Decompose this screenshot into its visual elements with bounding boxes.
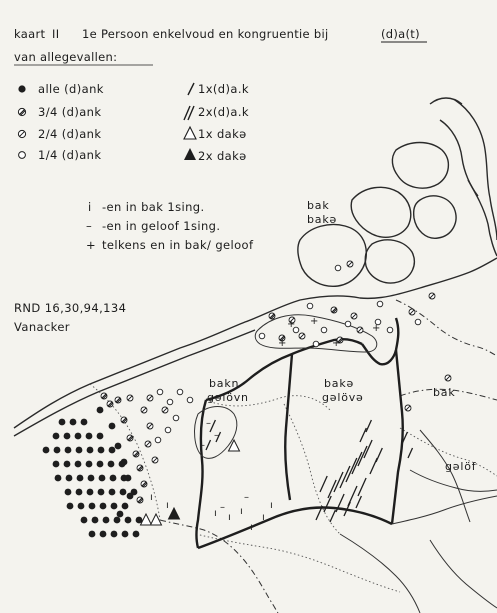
i-marker: ı: [228, 512, 231, 523]
dot-full-marker: [97, 461, 104, 468]
dot-full-marker: [117, 511, 124, 518]
legend-dot-three-quarter-label: 3/4 (d)ank: [38, 105, 102, 119]
i-marker: ı: [214, 508, 217, 519]
title-line2: van allegevallen:: [14, 50, 118, 64]
legend-double-slash-icon: [184, 106, 194, 120]
dot-full-marker: [59, 419, 66, 426]
dash-marker: –: [214, 430, 219, 441]
place-bakn-2: gəlövn: [207, 391, 249, 404]
state-border-east: [396, 300, 497, 356]
dot-full-marker: [121, 459, 128, 466]
dot-full-marker: [75, 461, 82, 468]
dot-full-marker: [64, 433, 71, 440]
dot-full-marker: [103, 517, 110, 524]
line-south-2: [430, 540, 497, 608]
slash-marker: [358, 446, 367, 466]
dot-full-marker: [122, 503, 129, 510]
estuary-lower: [468, 180, 497, 256]
island-east: [414, 196, 456, 238]
dot-full-marker: [53, 433, 60, 440]
legend-mark-dash-symbol: –: [86, 219, 93, 233]
slash-marker: [376, 448, 382, 462]
dot-full-marker: [127, 493, 134, 500]
plus-marker: +: [287, 319, 296, 330]
dot-full-marker: [97, 407, 104, 414]
legend-dot-half-label: 2/4 (d)ank: [38, 127, 102, 141]
estuary-channel: [440, 120, 478, 196]
legend-triangle-empty-label: 1x dakə: [198, 127, 247, 141]
line-east-3: [420, 430, 470, 522]
dot-empty-marker: [307, 303, 313, 309]
dot-full-marker: [120, 489, 127, 496]
title-prefix: kaart: [14, 27, 46, 41]
slash-marker: [330, 510, 335, 522]
dot-full-marker: [109, 489, 116, 496]
region-border-inner: [285, 354, 292, 500]
legend-marks: [86, 200, 254, 252]
dot-full-marker: [108, 461, 115, 468]
slash-marker: [408, 448, 413, 458]
dot-full-marker: [81, 419, 88, 426]
dot-full-marker: [77, 475, 84, 482]
island-mid: [351, 187, 411, 237]
dot-full-marker: [125, 475, 132, 482]
legend-dot-full-icon: [18, 85, 25, 92]
legend-forms: [184, 82, 249, 163]
dot-full-marker: [86, 433, 93, 440]
legend-double-slash-label: 2x(d)a.k: [198, 105, 249, 119]
map-title: [14, 27, 427, 65]
legend-mark-i-symbol: i: [88, 200, 92, 214]
place-bake-gelove-1: bakə: [324, 377, 355, 390]
dot-empty-marker: [173, 415, 179, 421]
triangle-empty-marker: [229, 440, 240, 451]
plus-marker: +: [372, 323, 381, 334]
legend-triangle-empty-icon: [184, 127, 196, 139]
dot-empty-marker: [155, 437, 161, 443]
dot-empty-marker: [387, 327, 393, 333]
dot-full-marker: [87, 489, 94, 496]
dash-marker: –: [206, 418, 211, 429]
triangle-empty-marker: [151, 514, 162, 525]
dot-full-marker: [111, 531, 118, 538]
dot-full-marker: [66, 475, 73, 482]
dot-empty-marker: [157, 389, 163, 395]
dot-full-marker: [86, 461, 93, 468]
place-bake-gelove-2: gəlövə: [322, 391, 364, 404]
place-gelof: gəlöf: [445, 460, 477, 473]
legend-dots: [18, 82, 103, 162]
legend-dot-half-icon: [18, 130, 25, 137]
dot-empty-marker: [187, 397, 193, 403]
place-bakn-1: bakn: [209, 377, 240, 390]
dot-full-marker: [114, 517, 121, 524]
title-numeral: II: [52, 27, 60, 41]
line-east-1: [392, 496, 497, 524]
dot-full-marker: [70, 419, 77, 426]
dot-empty-marker: [415, 319, 421, 325]
borders: [90, 300, 497, 613]
place-bak-east: bak: [433, 386, 456, 399]
dot-full-marker: [133, 531, 140, 538]
dot-empty-marker: [165, 427, 171, 433]
source-line1: RND 16,30,94,134: [14, 301, 127, 315]
dot-full-marker: [109, 423, 116, 430]
dot-full-marker: [54, 447, 61, 454]
dot-empty-marker: [177, 389, 183, 395]
line-east-2: [410, 470, 497, 491]
island-west: [298, 225, 366, 287]
dot-full-marker: [76, 447, 83, 454]
legend-dot-empty-label: 1/4 (d)ank: [38, 148, 102, 162]
place-bak-island-1: bak: [307, 199, 330, 212]
dot-full-marker: [64, 461, 71, 468]
legend-mark-i-label: -en in bak 1sing.: [102, 200, 205, 214]
slash-marker: [352, 452, 362, 474]
dot-full-marker: [110, 475, 117, 482]
dot-full-marker: [115, 443, 122, 450]
i-marker: ı: [262, 512, 265, 523]
legend-mark-plus-label: telkens en in bak/ geloof: [102, 238, 254, 252]
slash-marker: [324, 496, 331, 512]
dot-full-marker: [98, 489, 105, 496]
dot-empty-marker: [313, 341, 319, 347]
dot-full-marker: [43, 447, 50, 454]
dot-full-marker: [89, 503, 96, 510]
dot-full-marker: [97, 433, 104, 440]
source-note: [14, 301, 126, 334]
legend-triangle-filled-icon: [184, 148, 196, 160]
legend-single-slash-icon: [188, 83, 194, 95]
dot-empty-marker: [321, 327, 327, 333]
dot-full-marker: [122, 531, 129, 538]
triangle-filled-marker: [169, 508, 180, 519]
estuary-north: [430, 98, 462, 104]
legend-single-slash-label: 1x(d)a.k: [198, 82, 249, 96]
dot-full-marker: [88, 475, 95, 482]
i-marker: ı: [240, 506, 243, 517]
dot-full-marker: [98, 447, 105, 454]
slash-marker: [356, 496, 361, 508]
slash-marker: [320, 476, 327, 492]
dot-full-marker: [65, 489, 72, 496]
dot-full-marker: [92, 517, 99, 524]
dot-full-marker: [81, 517, 88, 524]
coast-main: [14, 258, 497, 428]
title-form: (d)a(t): [381, 27, 420, 41]
slash-marker: [366, 420, 371, 432]
dot-empty-marker: [377, 301, 383, 307]
i-marker: ı: [166, 500, 169, 511]
dot-empty-marker: [335, 265, 341, 271]
line-south-1: [340, 534, 420, 613]
dot-full-marker: [75, 433, 82, 440]
state-border-south: [160, 520, 278, 613]
legend-triangle-filled-label: 2x dakə: [198, 149, 247, 163]
legend-dot-empty-icon: [19, 152, 26, 159]
boundary-dotted-inner: [284, 404, 340, 534]
slash-marker: [206, 440, 211, 450]
dot-full-marker: [125, 517, 132, 524]
dot-empty-marker: [167, 399, 173, 405]
i-marker: ı: [150, 492, 153, 503]
region-border-west: [197, 400, 207, 548]
estuary-east: [455, 100, 497, 240]
title-text: 1e Persoon enkelvoud en kongruentie bij: [82, 27, 329, 41]
dot-full-marker: [78, 503, 85, 510]
dot-full-marker: [111, 503, 118, 510]
island-lower: [365, 240, 414, 283]
dot-full-marker: [100, 531, 107, 538]
plus-marker: +: [332, 338, 341, 349]
legend-mark-dash-label: -en in geloof 1sing.: [102, 219, 221, 233]
plus-marker: +: [310, 316, 319, 327]
legend-dot-three-quarter-icon: [18, 108, 25, 115]
dot-full-marker: [109, 447, 116, 454]
region-border-east: [392, 350, 403, 524]
i-marker: ı: [250, 522, 253, 533]
dot-full-marker: [100, 503, 107, 510]
dash-marker: –: [220, 502, 225, 513]
dot-full-marker: [76, 489, 83, 496]
dot-full-marker: [67, 503, 74, 510]
dot-full-marker: [53, 461, 60, 468]
slash-marker: [358, 478, 366, 496]
dot-full-marker: [89, 531, 96, 538]
slash-marker: [360, 428, 366, 442]
legend-dot-full-label: alle (d)ank: [38, 82, 104, 96]
i-marker: ı: [270, 500, 273, 511]
dash-marker: –: [200, 440, 205, 451]
dot-full-marker: [99, 475, 106, 482]
dot-full-marker: [87, 447, 94, 454]
dot-empty-marker: [259, 333, 265, 339]
dot-empty-marker: [345, 321, 351, 327]
dot-full-marker: [55, 475, 62, 482]
plus-marker: +: [278, 338, 287, 349]
place-bak-island-2: bakə: [307, 213, 338, 226]
source-line2: Vanacker: [14, 320, 70, 334]
island-north: [392, 143, 448, 189]
dash-marker: –: [244, 492, 249, 503]
dot-full-marker: [65, 447, 72, 454]
legend-mark-plus-symbol: +: [86, 238, 97, 252]
